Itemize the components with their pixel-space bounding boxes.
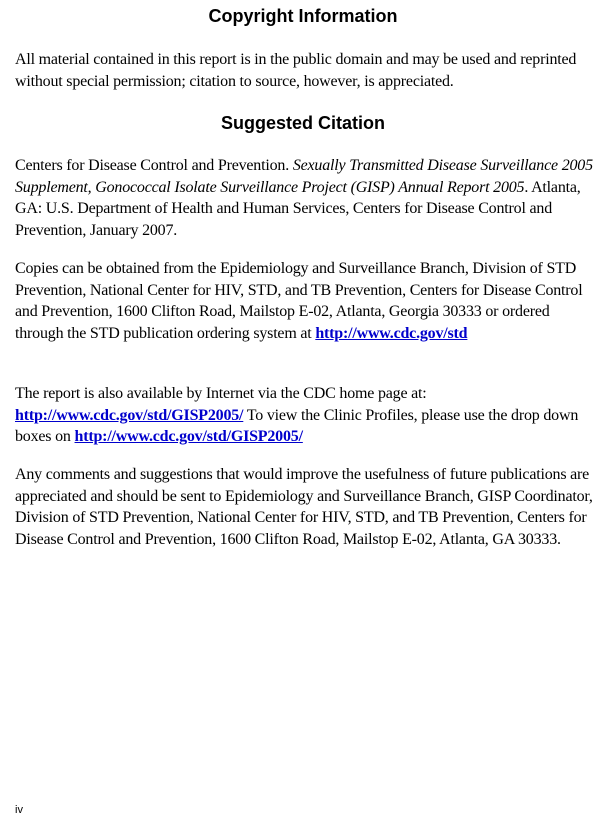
comments-paragraph: Any comments and suggestions that would improve the usefulness of future publications are appreciated and should be sent to Epidemiology and Surveillance Branch, GISP Coordinator, Division of STD Prevention, National Center for HIV, STD, and TB Prevention, Centers for Disease Control and Prevention, 1600 Clifton Road, Mailstop E-02, Atlanta, GA 30333. (15, 466, 593, 548)
gisp2005-link[interactable]: http://www.cdc.gov/std/GISP2005/ (15, 406, 244, 424)
copyright-heading: Copyright Information (208, 6, 398, 26)
copyright-paragraph: All material contained in this report is in the public domain and may be used and reprinted without special permission; citation to source, however, is appreciated. (15, 51, 577, 90)
citation-report-title: Sexually Transmitted Disease Surveillance 2005 Supplement, Gonococcal Isolate Surveillance Project (GISP) Annual Report 2005 (15, 157, 593, 196)
citation-heading: Suggested Citation (220, 113, 385, 133)
internet-text-middle: To view the Clinic Profiles, please use the drop down boxes on (15, 406, 579, 445)
page-number: iv (15, 804, 23, 816)
copies-text: Copies can be obtained from the Epidemiology and Surveillance Branch, Division of STD Prevention, National Center for HIV, STD, and TB Prevention, Centers for Disease Control and Prevention, 1600 Clifton Road, Mailstop E-02, Atlanta, Georgia 30333 or ordered through the STD publication ordering system at (15, 260, 583, 342)
gisp2005-clinic-profiles-link[interactable]: http://www.cdc.gov/std/GISP2005/ (74, 428, 303, 445)
internet-paragraph (15, 383, 595, 448)
citation-text-start: Centers for Disease Control and Prevention. (15, 157, 293, 174)
copies-paragraph (15, 258, 595, 344)
citation-text-end: . Atlanta, GA: U.S. Department of Health and Human Services, Centers for Disease Control and Prevention, January 2007. (15, 178, 581, 239)
citation-paragraph (15, 155, 595, 241)
internet-text-start: The report is also available by Internet via the CDC home page at: (15, 385, 427, 402)
std-ordering-link[interactable]: http://www.cdc.gov/std (315, 324, 468, 342)
